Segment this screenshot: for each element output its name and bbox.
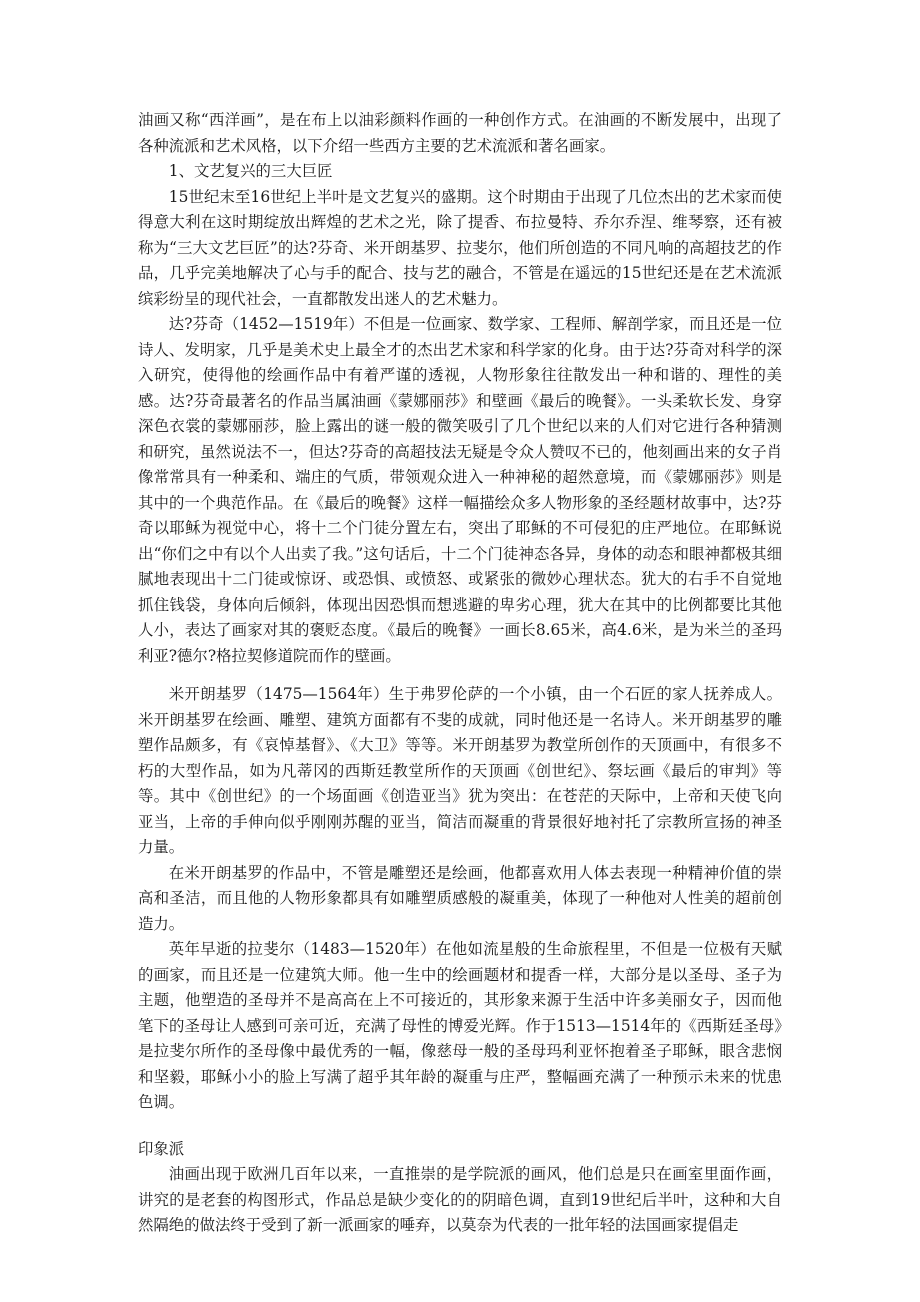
intro-paragraph: 油画又称“西洋画”，是在布上以油彩颜料作画的一种创作方式。在油画的不断发展中，出现了各种流派和艺术风格，以下介绍一些西方主要的艺术流派和著名画家。 [138, 111, 782, 155]
paragraph-impressionism: 油画出现于欧洲几百年以来，一直推崇的是学院派的画风，他们总是只在画室里面作画，讲究的是老套的构图形式，作品总是缺少变化的的阴暗色调，直到19世纪后半叶，这种和大自然隔绝的做法终于受到了新一派画家的唾弃，以莫奈为代表的一批年轻的法国画家提倡走 [138, 1165, 782, 1234]
document-body [138, 108, 782, 1239]
paragraph-davinci: 达?芬奇（1452—1519年）不但是一位画家、数学家、工程师、解剖学家，而且还是一位诗人、发明家，几乎是美术史上最全才的杰出艺术家和科学家的化身。由于达?芬奇对科学的深入研究，使得他的绘画作品中有着严谨的透视，人物形象往往散发出一种和谐的、理性的美感。达?芬奇最著名的作品当属油画《蒙娜丽莎》和壁画《最后的晚餐》。一头柔软长发、身穿深色衣裳的蒙娜丽莎，脸上露出的谜一般的微笑吸引了几个世纪以来的人们对它进行各种猜测和研究，虽然说法不一，但达?芬奇的高超技法无疑是令众人赞叹不已的，他刻画出来的女子肖像常常具有一种柔和、端庄的气质，带领观众进入一种神秘的超然意境，而《蒙娜丽莎》则是其中的一个典范作品。在《最后的晚餐》这样一幅描绘众多人物形象的圣经题材故事中，达?芬奇以耶稣为视觉中心，将十二个门徒分置左右，突出了耶稣的不可侵犯的庄严地位。在耶稣说出“你们之中有以个人出卖了我。”这句话后，十二个门徒神态各异，身体的动态和眼神都极其细腻地表现出十二门徒或惊讶、或恐惧、或愤怒、或紧张的微妙心理状态。犹大的右手不自觉地抓住钱袋，身体向后倾斜，体现出因恐惧而想逃避的卑劣心理，犹大在其中的比例都要比其他人小，表达了画家对其的褒贬态度。《最后的晚餐》一画长8.65米，高4.6米，是为米兰的圣玛利亚?德尔?格拉契修道院而作的壁画。 [138, 315, 782, 665]
paragraph-michelangelo-2: 在米开朗基罗的作品中，不管是雕塑还是绘画，他都喜欢用人体去表现一种精神价值的崇高和圣洁，而且他的人物形象都具有如雕塑质感般的凝重美，体现了一种他对人性美的超前创造力。 [138, 863, 782, 933]
paragraph-michelangelo-1: 米开朗基罗（1475—1564年）生于弗罗伦萨的一个小镇，由一个石匠的家人抚养成人。米开朗基罗在绘画、雕塑、建筑方面都有不斐的成就，同时他还是一名诗人。米开朗基罗的雕塑作品颇多，有《哀悼基督》、《大卫》等等。米开朗基罗为教堂所创作的天顶画中，有很多不朽的大型作品，如为凡蒂冈的西斯廷教堂所作的天顶画《创世纪》、祭坛画《最后的审判》等等。其中《创世纪》的一个场面画《创造亚当》犹为突出：在苍茫的天际中，上帝和天使飞向亚当，上帝的手伸向似乎刚刚苏醒的亚当，简洁而凝重的背景很好地衬托了宗教所宣扬的神圣力量。 [138, 685, 782, 856]
paragraph-raphael: 英年早逝的拉斐尔（1483—1520年）在他如流星般的生命旅程里，不但是一位极有天赋的画家，而且还是一位建筑大师。他一生中的绘画题材和提香一样，大部分是以圣母、圣子为主题，他塑造的圣母并不是高高在上不可接近的，其形象来源于生活中许多美丽女子，因而他笔下的圣母让人感到可亲可近，充满了母性的博爱光辉。作于1513—1514年的《西斯廷圣母》是拉斐尔所作的圣母像中最优秀的一幅，像慈母一般的圣母玛利亚怀抱着圣子耶稣，眼含悲悯和坚毅，耶稣小小的脸上写满了超乎其年龄的凝重与庄严，整幅画充满了一种预示未来的忧患色调。 [138, 940, 782, 1111]
paragraph-renaissance: 15世纪末至16世纪上半叶是文艺复兴的盛期。这个时期由于出现了几位杰出的艺术家而使得意大利在这时期绽放出辉煌的艺术之光，除了提香、布拉曼特、乔尔乔涅、维琴察，还有被称为“三大文艺巨匠”的达?芬奇、米开朗基罗、拉斐尔，他们所创造的不同凡响的高超技艺的作品，几乎完美地解决了心与手的配合、技与艺的融合，不管是在遥远的15世纪还是在艺术流派缤彩纷呈的现代社会，一直都散发出迷人的艺术魅力。 [138, 187, 782, 308]
section-heading-renaissance: 1、文艺复兴的三大巨匠 [168, 162, 333, 180]
section-heading-impressionism: 印象派 [138, 1139, 185, 1158]
